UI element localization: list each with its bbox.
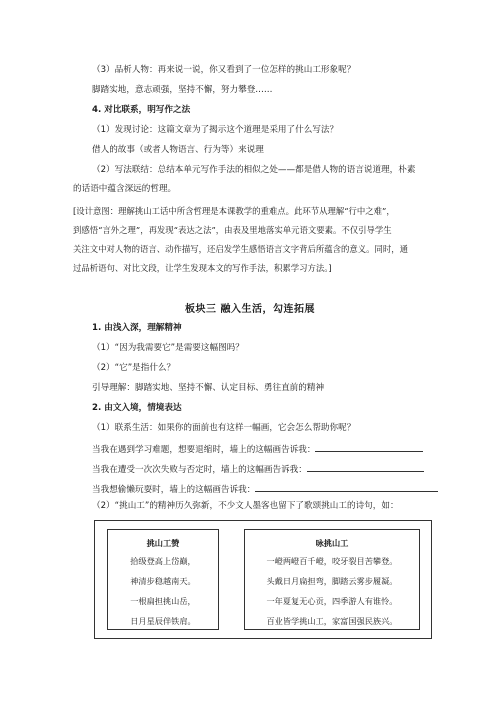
fill-line-3-text: 当我想偷懒玩耍时，墙上的这幅画告诉我： bbox=[92, 485, 256, 495]
poem-right-line: 一年夏复无心贡，四季游人有谁怜。 bbox=[266, 596, 398, 606]
fill-line-2-text: 当我在遭受一次次失败与否定时，墙上的这幅画告诉我： bbox=[92, 465, 307, 475]
poem-right-line: 一嶝两嶝百千嶝，咬牙裂目苦攀登。 bbox=[266, 556, 398, 566]
section-title: 板块三 融入生活，勾连拓展 bbox=[185, 304, 315, 315]
poem-right-title: 咏挑山工 bbox=[315, 538, 349, 548]
answer-blank-1[interactable] bbox=[315, 442, 423, 452]
poem-left-line: 一根扁担挑山岳， bbox=[130, 596, 196, 606]
design-intent-line-3: 关注文中对人物的语言、动作描写，还启发学生感悟语言文字背后所蕴含的意义。同时，通 bbox=[73, 244, 408, 254]
design-intent-line-4: 过品析语句、对比文段，让学生发现本文的写作手法，积累学习方法。] bbox=[73, 263, 332, 273]
poem-box-right bbox=[244, 529, 420, 630]
heading-compare-writing: 4. 对比联系，明写作之法 bbox=[92, 105, 191, 115]
heading-understand-spirit: 1. 由浅入深，理解精神 bbox=[92, 323, 182, 333]
guide-understanding: 引导理解：脚踏实地、坚持不懈、认定目标、勇往直前的精神 bbox=[92, 383, 325, 393]
poem-left-line: 日月星辰伴铁肩。 bbox=[130, 616, 196, 626]
paragraph-character-traits: 脚踏实地，意志顽强，坚持不懈，努力攀登…… bbox=[92, 85, 273, 95]
question-1: （1）“因为我需要它”是需要这幅图吗？ bbox=[92, 343, 244, 353]
design-intent-line-2: 到感悟“言外之理”，再发现“表达之法”，由表及里地落实单元语文要素。不仅引导学生 bbox=[73, 225, 392, 235]
paragraph-writing-link-2: 的话语中蕴含深远的哲理。 bbox=[73, 184, 177, 194]
heading-context-expression: 2. 由文入境，情境表达 bbox=[92, 403, 182, 413]
prompt-connect-life: （1）联系生活：如果你的面前也有这样一幅画，它会怎么帮助你呢？ bbox=[92, 423, 356, 433]
prompt-poems-intro: （2）“挑山工”的精神历久弥新，不少文人墨客也留下了歌颂挑山工的诗句，如： bbox=[92, 501, 399, 511]
poem-right-line: 头戴日月扁担弯，脚踏云雾步履凝。 bbox=[266, 576, 398, 586]
answer-blank-2[interactable] bbox=[307, 462, 424, 472]
poem-left-line: 神清步稳越南天。 bbox=[130, 576, 196, 586]
design-intent-line-1: [设计意图：理解挑山工话中所含哲理是本课教学的重难点。此环节从理解“行中之难”， bbox=[73, 206, 395, 216]
poem-box-left bbox=[107, 529, 219, 630]
question-2: （2）“它”是指什么？ bbox=[92, 363, 176, 373]
poem-left-title: 挑山工赞 bbox=[146, 538, 180, 548]
fill-line-1-text: 当我在遇到学习难题，想要退缩时，墙上的这幅画告诉我： bbox=[92, 445, 316, 455]
paragraph-analyze-character: （3）品析人物：再来说一说，你又看到了一位怎样的挑山工形象呢？ bbox=[92, 65, 356, 75]
paragraph-writing-link-1: （2）写法联结：总结本单元写作手法的相似之处——都是借人物的语言说道理，朴素 bbox=[92, 165, 416, 175]
paragraph-discover-discuss: （1）发现讨论：这篇文章为了揭示这个道理是采用了什么写法？ bbox=[92, 125, 339, 135]
answer-blank-3[interactable] bbox=[255, 482, 438, 492]
paragraph-story-reasoning: 借人的故事（或者人物语言、行为等）来说理 bbox=[92, 145, 264, 155]
poem-right-line: 百业皆学挑山工，家富国强民族兴。 bbox=[266, 616, 398, 626]
poem-left-line: 拾级登高上岱巅， bbox=[130, 556, 196, 566]
fill-line-3 bbox=[92, 482, 438, 496]
poem-section bbox=[94, 520, 432, 639]
fill-line-1 bbox=[92, 442, 423, 456]
fill-line-2 bbox=[92, 462, 424, 476]
